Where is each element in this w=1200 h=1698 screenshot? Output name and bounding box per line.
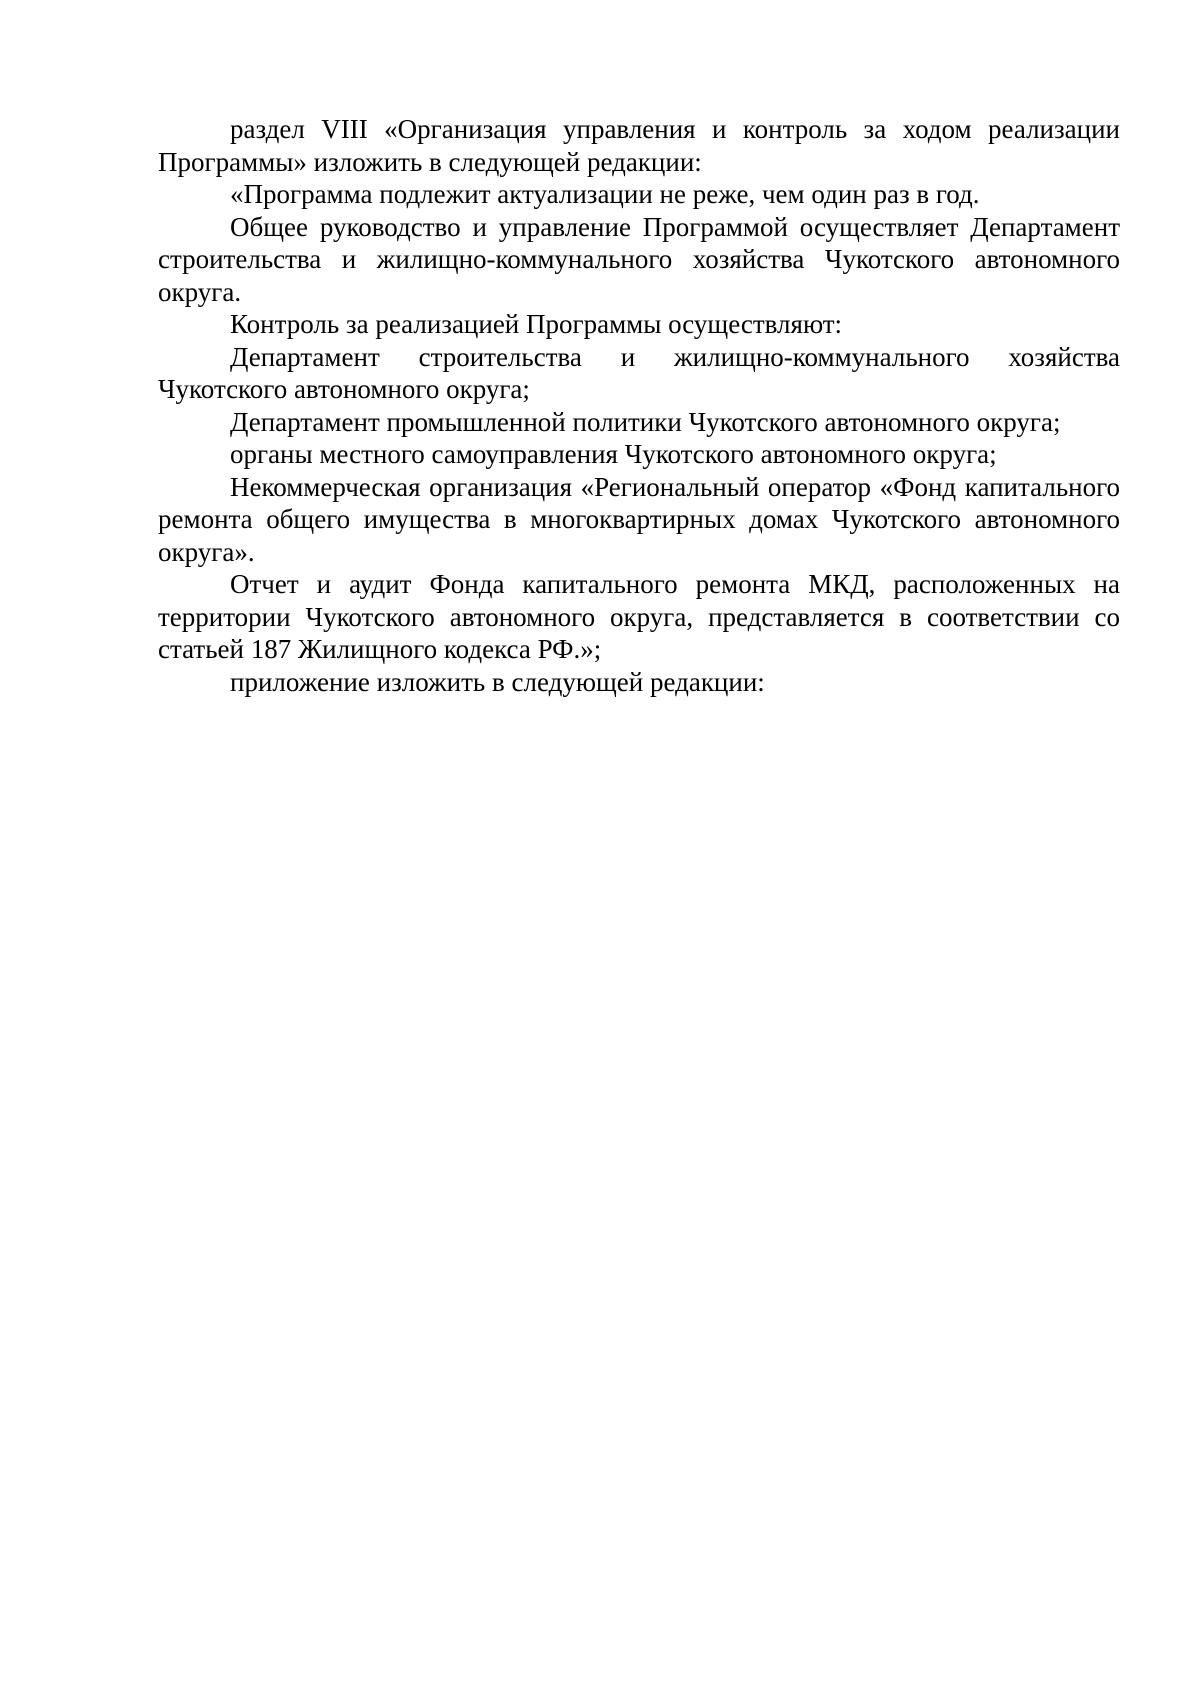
paragraph-actualization: «Программа подлежит актуализации не реже, чем один раз в год. (230, 179, 980, 209)
paragraph-regional-operator: Некоммерческая организация «Региональный оператор «Фонд капитального ремонта общего имущества в многоквартирных домах Чукотского автономного округа». (158, 471, 1120, 567)
paragraph-general-management: Общее руководство и управление Программой осуществляет Департамент строительства и жилищно-коммунального хозяйства Чукотского автономного округа. (158, 211, 1120, 307)
document-body (158, 113, 1120, 698)
paragraph-section-viii: раздел VIII «Организация управления и контроль за ходом реализации Программы» изложить в следующей редакции: (158, 114, 1120, 177)
paragraph-control-heading: Контроль за реализацией Программы осуществляют: (230, 309, 843, 339)
paragraph-department-industry: Департамент промышленной политики Чукотского автономного округа; (230, 406, 1061, 437)
paragraph-appendix: приложение изложить в следующей редакции: (230, 666, 765, 697)
paragraph-department-construction: Департамент строительства и жилищно-коммунального хозяйства Чукотского автономного округа; (158, 341, 1120, 404)
paragraph-local-government: органы местного самоуправления Чукотского автономного округа; (230, 439, 997, 469)
paragraph-report-audit: Отчет и аудит Фонда капитального ремонта МКД, расположенных на территории Чукотского автономного округа, представляется в соответствии со статьей 187 Жилищного кодекса РФ.»; (158, 569, 1120, 664)
